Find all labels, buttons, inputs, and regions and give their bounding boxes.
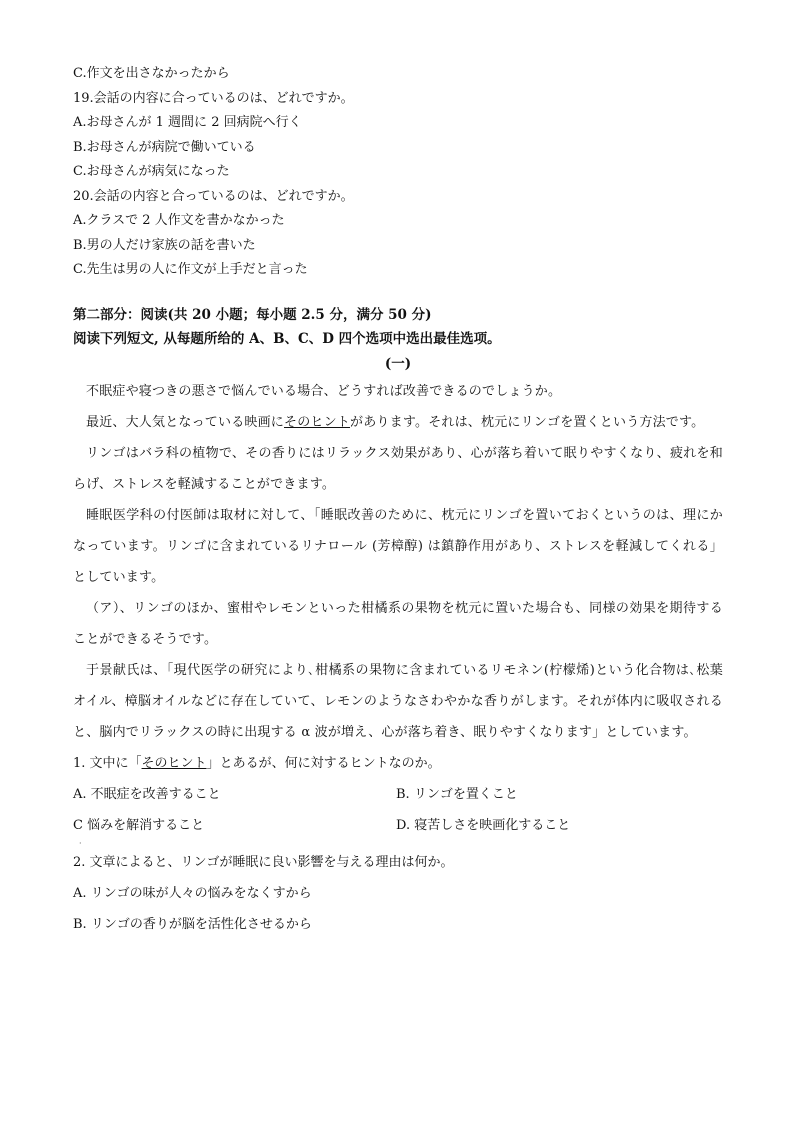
- reading-questions: [73, 748, 723, 940]
- option-line: A.クラスで 2 人作文を書かなかった: [73, 213, 285, 228]
- option-row: [73, 810, 723, 841]
- stray-mark: ·: [79, 839, 82, 848]
- question-1: [73, 748, 723, 779]
- reading-passage: [73, 376, 723, 748]
- passage-paragraph: リンゴはバラ科の植物で、その香りにはリラックス効果があり、心が落ち着いて眠りやすくなり、疲れを和らげ、ストレスを軽減することができます。: [73, 446, 723, 492]
- option-row: [73, 779, 723, 810]
- underlined-phrase: そのヒント: [284, 415, 351, 430]
- document-page: [73, 62, 723, 940]
- section-title: 第二部分：阅读(共 20 小题；每小题 2.5 分，满分 50 分): [73, 306, 432, 323]
- passage-text: があります。それは、枕元にリンゴを置くという方法です。: [350, 415, 705, 430]
- option-line: C.お母さんが病気になった: [73, 164, 230, 179]
- passage-paragraph: 于景献氏は、「現代医学の研究により､柑橘系の果物に含まれているリモネン(柠檬烯)という化合物は､松葉オイル、樟脳オイルなどに存在していて、レモンのようなさわやかな香りがします。それが体内に吸収されると、脳内でリラックスの時に出現する α 波が増え、心が落ち着き、眠りやすくなります」としています。: [73, 663, 723, 740]
- option-d: D. 寝苦しさを映画化すること: [396, 818, 571, 833]
- option-line: B.男の人だけ家族の話を書いた: [73, 237, 256, 253]
- option-b: B. リンゴを置くこと: [396, 787, 518, 802]
- question-text: 1. 文中に「: [73, 756, 142, 771]
- passage-paragraph: （ア）、リンゴのほか、蜜柑やレモンといった柑橘系の果物を枕元に置いた場合も、同様の効果を期待することができるそうです。: [73, 601, 723, 647]
- option-b: B. リンゴの香りが脳を活性化させるから: [73, 917, 312, 932]
- option-a: A. 不眠症を改善すること: [73, 787, 221, 802]
- passage-text: 最近、大人気となっている映画に: [86, 415, 285, 430]
- question-line: 20.会話の内容と合っているのは、どれですか。: [73, 188, 354, 204]
- option-line: B.お母さんが病院で働いている: [73, 139, 256, 155]
- underlined-phrase: そのヒント: [141, 756, 207, 771]
- passage-paragraph: 睡眠医学科の付医師は取材に対して、「睡眠改善のために、枕元にリンゴを置いておくというのは、理にかなっています。リンゴに含まれているリナロール (芳樟醇) は鎮静作用があり、ストレスを軽減してくれる」としています。: [73, 508, 723, 585]
- option-a: A. リンゴの味が人々の悩みをなくすから: [73, 886, 312, 901]
- question-text: 」とあるが、何に対するヒントなのか。: [206, 756, 441, 771]
- option-line: C.先生は男の人に作文が上手だと言った: [73, 262, 308, 277]
- option-line: A.お母さんが 1 週間に 2 回病院へ行く: [73, 115, 302, 130]
- passage-paragraph: 不眠症や寝つきの悪さで悩んでいる場合、どうすれば改善できるのでしょうか。: [86, 384, 562, 399]
- option-line: C.作文を出さなかったから: [73, 66, 230, 81]
- option-c: C 悩みを解消すること: [73, 818, 205, 833]
- question-2: 2. 文章によると、リンゴが睡眠に良い影響を与える理由は何か。: [73, 855, 454, 870]
- listening-questions: [73, 62, 723, 283]
- passage-number: (一): [384, 355, 412, 372]
- passage-paragraph: [73, 407, 723, 438]
- section-instruction: 阅读下列短文, 从每题所给的 A、B、C、D 四个选项中选出最佳选项。: [73, 331, 501, 347]
- question-line: 19.会話の内容に合っているのは、どれですか。: [73, 90, 354, 106]
